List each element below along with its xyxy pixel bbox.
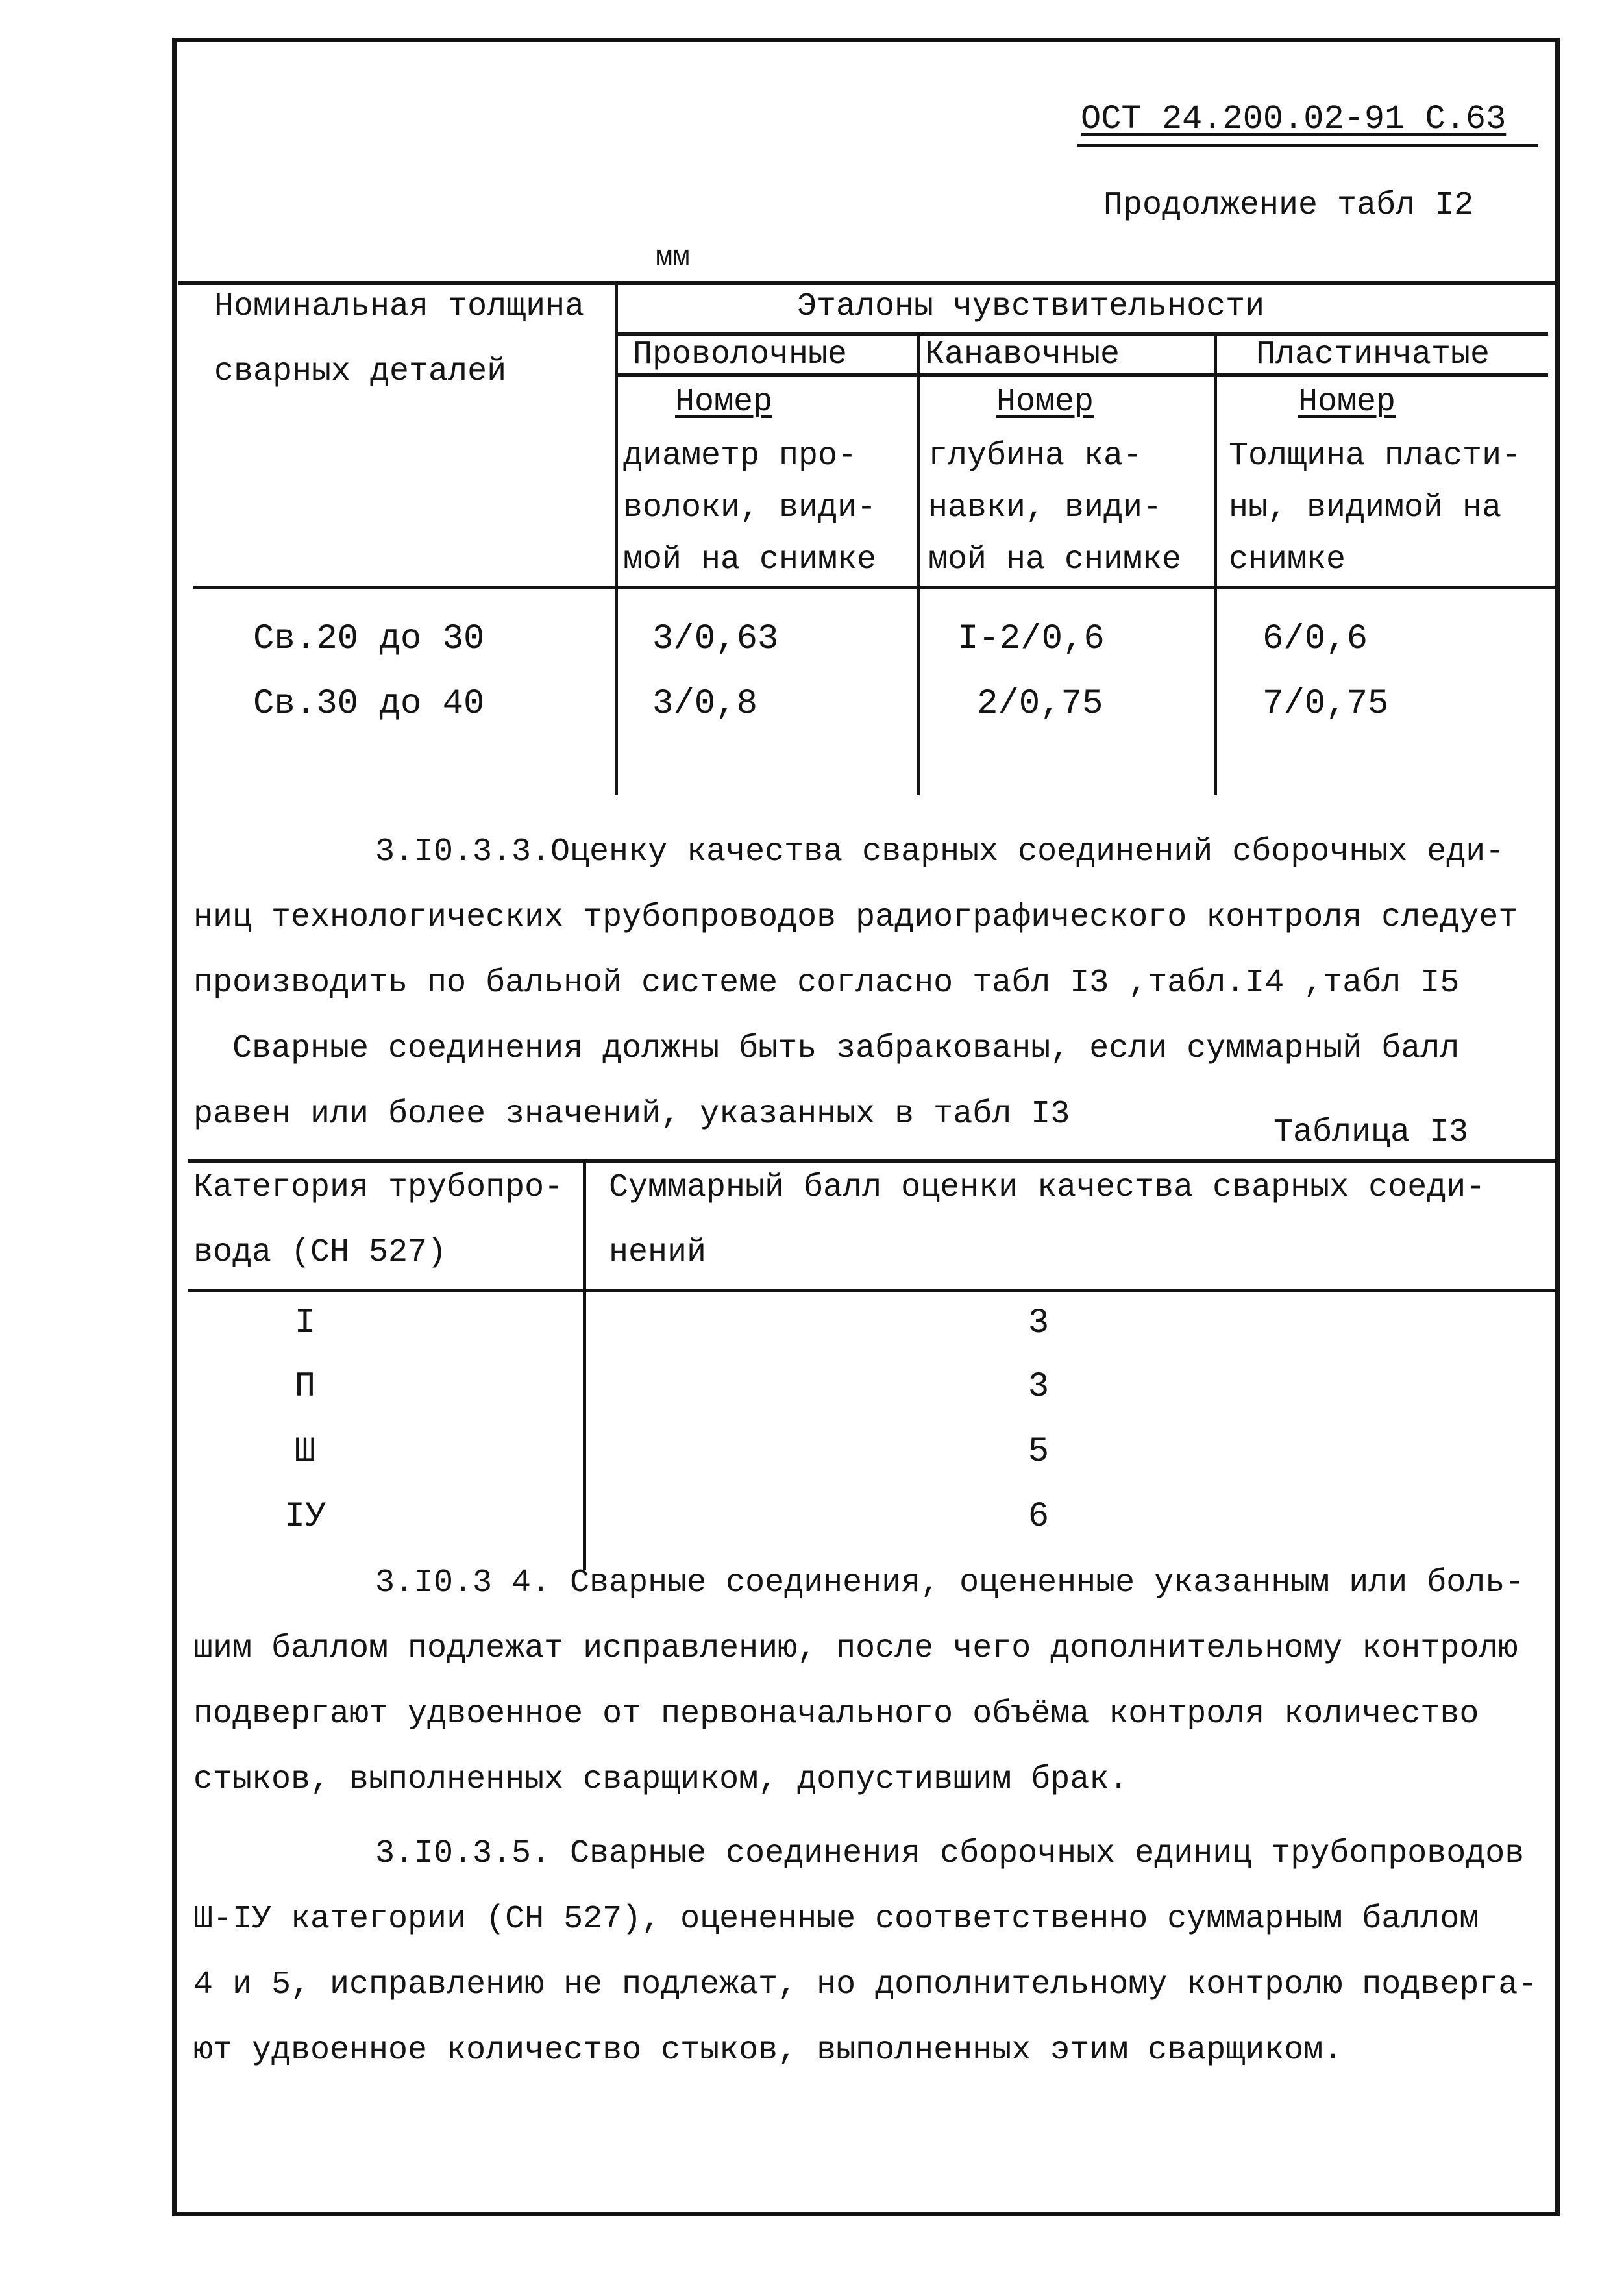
paragraph-line: равен или более значений, указанных в табл I3 (193, 1096, 1070, 1133)
table12-wire-desc-l2: волоки, види- (623, 489, 877, 526)
table12-groove-desc-l1: глубина ка- (928, 438, 1143, 475)
table12-header-bottom-rule (193, 586, 1556, 589)
table13-top-rule (188, 1159, 1556, 1163)
table12-groove-desc-l2: навки, види- (928, 489, 1163, 526)
table12-row1-groove: I-2/0,6 (957, 619, 1105, 659)
table12-plate-num: Номер (1298, 384, 1396, 421)
table12-col1-header-l1: Номинальная толщина (214, 288, 585, 325)
table13-row3-score: 5 (1027, 1432, 1050, 1472)
table12-row1-wire: 3/0,63 (652, 619, 779, 659)
paragraph-line: подвергают удвоенное от первоначального объёма контроля количество (193, 1696, 1479, 1733)
table12-wire-desc-l3: мой на снимке (623, 541, 877, 578)
paragraph-line: 4 и 5, исправлению не подлежат, но дополнительному контролю подверга- (193, 1966, 1538, 2003)
table13-col1-header-l2: вода (СН 527) (193, 1234, 447, 1271)
table12-unit: мм (656, 241, 690, 274)
table13-col2-header-l2: нений (609, 1234, 707, 1271)
table13-col1-header-l1: Категория трубопро- (193, 1169, 564, 1206)
table13-row2-score: 3 (1027, 1367, 1050, 1407)
table12-wire-num: Номер (675, 384, 773, 421)
table13-col2-header-l1: Суммарный балл оценки качества сварных соеди- (609, 1169, 1486, 1206)
table12-row1-plate: 6/0,6 (1262, 619, 1368, 659)
table13-row4-category: IУ (284, 1497, 326, 1537)
document-code: ОСТ 24.200.02-91 С.63 (1081, 100, 1507, 138)
table12-groove-desc-l3: мой на снимке (928, 541, 1182, 578)
table13-header-bottom-rule (188, 1289, 1556, 1292)
table12-row2-wire: 3/0,8 (652, 684, 758, 724)
header-underline (1077, 144, 1538, 147)
table12-subcol-plate-type: Пластинчатые (1256, 336, 1490, 373)
table13-row3-category: Ш (294, 1432, 316, 1472)
table12-row2-plate: 7/0,75 (1262, 684, 1389, 724)
table12-groove-num: Номер (996, 384, 1094, 421)
paragraph-line: производить по бальной системе согласно табл I3 ,табл.I4 ,табл I5 (193, 965, 1460, 1002)
paragraph-line: 3.I0.3.3.Оценку качества сварных соединений сборочных еди- (375, 834, 1505, 871)
table12-vline-1 (615, 282, 618, 795)
paragraph-line: 3.I0.3.5. Сварные соединения сборочных единиц трубопроводов (375, 1835, 1525, 1872)
table12-group-rule (617, 332, 1548, 336)
paragraph-line: 3.I0.3 4. Сварные соединения, оцененные указанным или боль- (375, 1564, 1525, 1601)
paragraph-line: ниц технологических трубопроводов радиографического контроля следует (193, 899, 1518, 936)
table12-plate-desc-l2: ны, видимой на (1229, 489, 1502, 526)
paragraph-line: Ш-IУ категории (СН 527), оцененные соответственно суммарным баллом (193, 1901, 1479, 1938)
table13-label: Таблица I3 (1273, 1114, 1469, 1151)
table12-subcol-wire-type: Проволочные (633, 336, 848, 373)
table12-wire-desc-l1: диаметр про- (623, 438, 857, 475)
table13-row2-category: П (294, 1367, 316, 1407)
paragraph-line: ют удвоенное количество стыков, выполненных этим сварщиком. (193, 2032, 1343, 2069)
table12-col1-header-l2: сварных деталей (214, 353, 507, 390)
table12-row1-thickness: Св.20 до 30 (253, 619, 485, 659)
table12-subcol-rule (617, 373, 1548, 377)
table13-row4-score: 6 (1027, 1497, 1050, 1537)
table12-vline-3 (1214, 334, 1217, 795)
paragraph-line: шим баллом подлежат исправлению, после чего дополнительному контролю (193, 1630, 1518, 1667)
table12-plate-desc-l3: снимке (1229, 541, 1346, 578)
table12-row2-groove: 2/0,75 (977, 684, 1103, 724)
table12-group-header: Эталоны чувствительности (797, 288, 1265, 325)
table12-subcol-groove-type: Канавочные (925, 336, 1120, 373)
table13-row1-category: I (294, 1304, 316, 1343)
table13-vline (583, 1161, 586, 1570)
paragraph-3-10-3-4 (193, 1550, 1550, 1812)
paragraph-line: Сварные соединения должны быть забракованы, если суммарный балл (232, 1030, 1460, 1067)
table12-top-rule (178, 281, 1558, 285)
table-continuation-label: Продолжение табл I2 (1103, 187, 1474, 224)
paragraph-line: стыков, выполненных сварщиком, допустившим брак. (193, 1761, 1129, 1798)
table13-row1-score: 3 (1027, 1304, 1050, 1343)
paragraph-3-10-3-5 (193, 1821, 1550, 2083)
paragraph-3-10-3-3 (193, 819, 1550, 1016)
table12-plate-desc-l1: Толщина пласти- (1229, 438, 1521, 475)
table12-vline-2 (917, 334, 920, 795)
table12-row2-thickness: Св.30 до 40 (253, 684, 485, 724)
